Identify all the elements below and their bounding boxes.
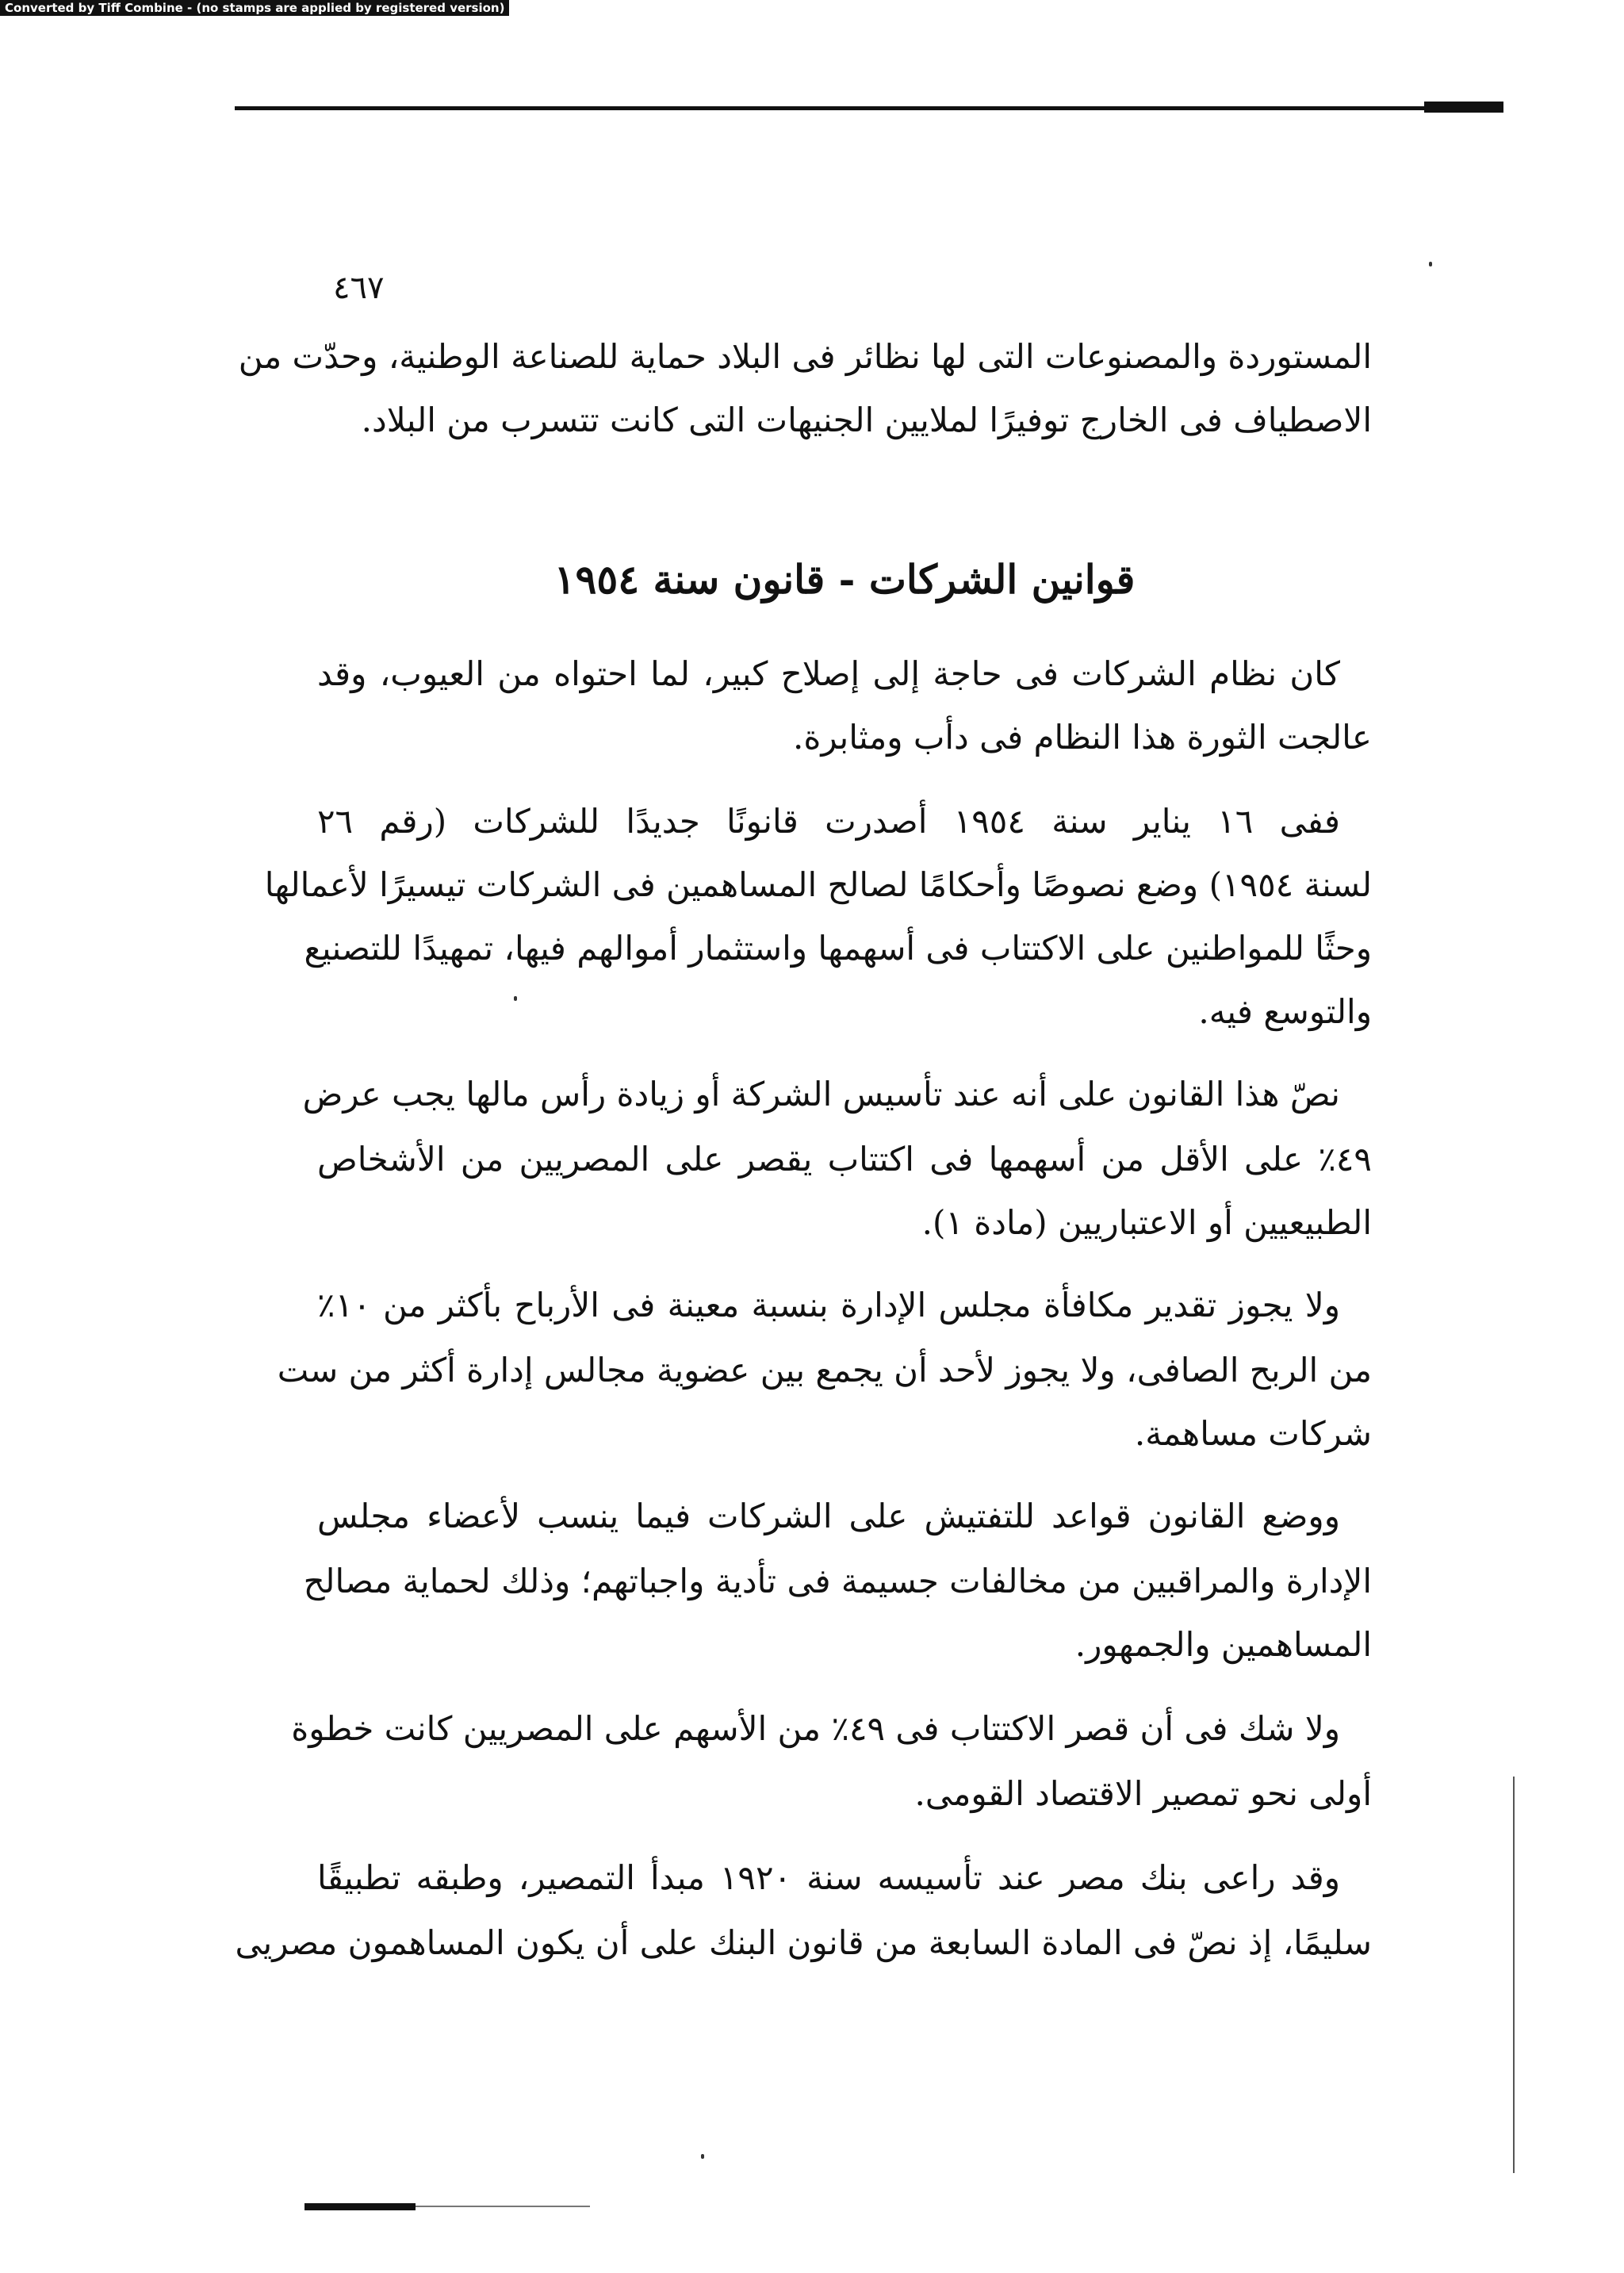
converter-banner: Converted by Tiff Combine - (no stamps are applied by registered version) <box>0 0 509 16</box>
paragraph-line: ولا شك فى أن قصر الاكتتاب فى ٤٩٪ من الأسهم على المصريين كانت خطوة <box>291 1709 1340 1748</box>
bottom-rule-tail <box>416 2206 590 2207</box>
intro-line: الاصطياف فى الخارج توفيرًا لملايين الجنيهات التى كانت تتسرب من البلاد. <box>361 401 1372 439</box>
scan-speck <box>701 2154 704 2159</box>
intro-line: المستوردة والمصنوعات التى لها نظائر فى البلاد حماية للصناعة الوطنية، وحدّت من <box>238 337 1372 376</box>
bottom-rule <box>304 2203 416 2210</box>
paragraph-line: الطبيعيين أو الاعتباريين (مادة ١). <box>921 1203 1372 1242</box>
paragraph-line: شركات مساهمة. <box>1134 1414 1372 1453</box>
page-number: ٤٦٧ <box>333 270 385 306</box>
paragraph-line: كان نظام الشركات فى حاجة إلى إصلاح كبير، لما احتواه من العيوب، وقد <box>317 654 1340 693</box>
paragraph-line: وقد راعى بنك مصر عند تأسيسه سنة ١٩٢٠ مبدأ التمصير، وطبقه تطبيقًا <box>317 1858 1340 1897</box>
scan-speck <box>1429 262 1432 266</box>
paragraph-line: وحثًا للمواطنين على الاكتتاب فى أسهمها واستثمار أموالهم فيها، تمهيدًا للتصنيع <box>304 929 1372 968</box>
paragraph-line: ووضع القانون قواعد للتفتيش على الشركات فيما ينسب لأعضاء مجلس <box>317 1497 1340 1535</box>
paragraph-line: ولا يجوز تقدير مكافأة مجلس الإدارة بنسبة معينة فى الأرباح بأكثر من ١٠٪ <box>317 1286 1340 1324</box>
paragraph-line: الإدارة والمراقبين من مخالفات جسيمة فى تأدية واجباتهم؛ وذلك لحماية مصالح <box>303 1562 1372 1600</box>
paragraph-line: ففى ١٦ يناير سنة ١٩٥٤ أصدرت قانونًا جديدًا للشركات (رقم ٢٦ <box>317 802 1340 841</box>
paragraph-line: والتوسع فيه. <box>1198 992 1372 1031</box>
paragraph-line: لسنة ١٩٥٤) وضع نصوصًا وأحكامًا لصالح المساهمين فى الشركات تيسيرًا لأعمالها <box>264 865 1372 904</box>
paragraph-line: سليمًا، إذ نصّ فى المادة السابعة من قانون البنك على أن يكون المساهمون مصريى <box>235 1923 1372 1962</box>
top-rule <box>235 106 1503 110</box>
section-heading: قوانين الشركات - قانون سنة ١٩٥٤ <box>553 556 1136 603</box>
paragraph-line: أولى نحو تمصير الاقتصاد القومى. <box>914 1774 1372 1813</box>
paragraph-line: نصّ هذا القانون على أنه عند تأسيس الشركة أو زيادة رأس مالها يجب عرض <box>302 1075 1340 1114</box>
scan-margin-line <box>1513 1777 1515 2173</box>
top-rule-end <box>1424 102 1503 113</box>
paragraph-line: من الربح الصافى، ولا يجوز لأحد أن يجمع بين عضوية مجالس إدارة أكثر من ست <box>277 1351 1372 1389</box>
paragraph-line: عالجت الثورة هذا النظام فى دأب ومثابرة. <box>793 718 1372 757</box>
paragraph-line: ٤٩٪ على الأقل من أسهمها فى اكتتاب يقصر على المصريين من الأشخاص <box>317 1140 1372 1179</box>
paragraph-line: المساهمين والجمهور. <box>1074 1625 1372 1664</box>
